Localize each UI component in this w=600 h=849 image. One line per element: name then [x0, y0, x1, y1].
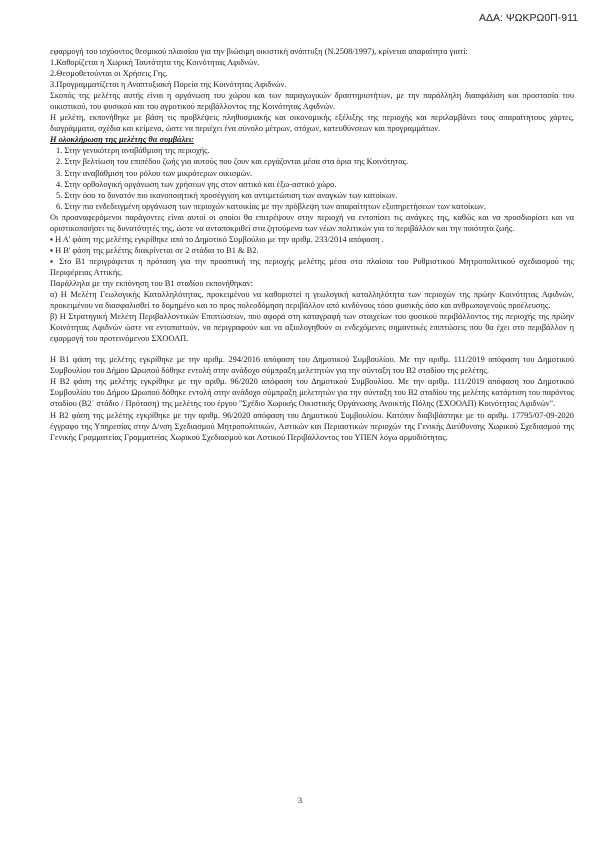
ada-code: ΑΔΑ: ΨΩΚΡΩ0Π-911	[479, 12, 578, 24]
document-body	[50, 46, 574, 443]
contribution-2: 2. Στην βελτίωση του επιπέδου ζωής για αυτούς που ζουν και εργάζονται μέσα στα όρια της Κοινότητας.	[56, 157, 409, 167]
contribution-3: 3. Στην αναβάθμιση του ρόλου των μικρότερων οικισμών.	[56, 168, 253, 178]
contribution-5: 5. Στην όσο το δυνατόν πιο ικανοποιητική προσέγγιση και αντιμετώπιση των αναγκών των κατοίκων.	[56, 190, 398, 200]
paragraph-b2-forwarding: Η Β2 φάση της μελέτης εγκρίθηκε με την αριθμ. 96/2020 απόφαση του Δημοτικού Συμβουλίου. Κατόπιν διαβιβάστηκε με το αριθμ. 17795/07-09-2020 έγγραφο της Υπηρεσίας στην Δ/νση Σχεδιασμού Μητροπολιτικών, Αστικών και Περιαστικών περιοχών της Γενικής Διεύθυνσης Χωρικού Σχεδιασμού της Γενικής Γραμματείας Γραμματείας Χωρικού Σχεδιασμού και Αστικού Περιβάλλοντος του ΥΠΕΝ λόγω αρμοδιότητας.	[50, 410, 574, 442]
paragraph-factors: Οι προαναφερόμενοι παράγοντες είναι αυτοί οι οποίοι θα επιτρέψουν στην περιοχή να εντοπίσει τις ανάγκες της, καθώς και να προσδιορίσει και να οριστικοποιήσει τις δυνατότητές της, ώστε να ανταποκριθεί στα ζητούμενα των νέων πολιτικών για το περιβάλλον και την ποιότητα ζωής.	[50, 212, 574, 233]
paragraph-environment: β) Η Στρατηγική Μελέτη Περιβαλλοντικών Επιπτώσεων, που αφορά στη καταγραφή των στοιχείων του φυσικού περιβάλλοντος της περιοχής της πρώην Κοινότητας Αφιδνών ώστε να εντοπιστούν, να περιγραφούν και να αξιολογηθούν οι ενδεχόμενες σημαντικές επιπτώσεις που θα έχει στο περιβάλλον η εφαρμογή του προτεινόμενου ΣΧΟΟΑΠ.	[50, 312, 574, 344]
paragraph-purpose: Σκοπός της μελέτης αυτής είναι η οργάνωση του χώρου και των παραγωγικών δραστηριοτήτων, με την παράλληλη διασφάλιση και προστασία του οικιστικού, του φυσικού και του αγροτικού περιβάλλοντος της Κοινότητας Αφιδνών.	[50, 91, 574, 112]
page-number: 3	[297, 796, 303, 805]
reason-3: 3.Προγραμματίζεται η Αναπτυξιακή Πορεία της Κοινότητας Αφιδνών.	[50, 80, 287, 90]
paragraph-b1-approval: Η Β1 φάση της μελέτης εγκρίθηκε με την αριθμ. 294/2016 απόφαση του Δημοτικού Συμβουλίου. Με την αριθμ. 111/2019 απόφαση του Δημοτικού Συμβουλίου του Δήμου Ωρωπού δόθηκε εντολή στην ανάδοχο σύμπραξη μελετητών για την σύνταξη του Β2 σταδίου της μελέτης.	[50, 355, 574, 376]
paragraph-b2-approval: Η Β2 φάση της μελέτης εγκρίθηκε με την αριθμ. 96/2020 απόφαση του Δημοτικού Συμβουλίου. Με την αριθμ. 111/2019 απόφαση του Δημοτικού Συμβουλίου του Δήμου Ωρωπού δόθηκε εντολή στην ανάδοχο σύμπραξη μελετητών για την σύνταξη του Β2 σταδίου της μελέτης κατάρτιση του παρόντος σταδίου (Β2΄ στάδιο / Πρόταση) της μελέτης του έργου "Σχέδιο Χωρικής Οικιστικής Οργάνωσης Ανοικτής Πόλης (ΣΧΟΟΑΠ) Κοινότητας Αφιδνών".	[50, 377, 574, 409]
paragraph-parallel: Παράλληλα με την εκπόνηση του Β1 σταδίου εκπονήθηκαν:	[50, 278, 253, 288]
bullet-stage-b1: ▪ Στο Β1 περιγράφεται η πρόταση για την προοπτική της περιοχής μελέτης μέσα στα πλαίσια του Ρυθμιστικού Μητροπολιτικού σχεδιασμού της Περιφέρειας Αττικής.	[50, 256, 574, 277]
bullet-phase-a: ▪ Η Α' φάση της μελέτης εγκρίθηκε από το Δημοτικό Συμβούλιο με την αριθμ. 233/2014 απόφαση .	[50, 234, 384, 244]
section-heading: Η ολοκλήρωση της μελέτης θα συμβάλει:	[50, 135, 194, 145]
contribution-4: 4. Στην ορθολογική οργάνωση των χρήσεων γης στον αστικό και έξω-αστικό χώρο.	[56, 179, 337, 189]
paragraph-intro: εφαρμογή του ισχύοντος θεσμικού πλαισίου για την βιώσιμη οικιστική ανάπτυξη (Ν.2508/1997), κρίνεται απαραίτητο γιατί:	[50, 47, 468, 56]
paragraph-study: Η μελέτη, εκπονήθηκε με βάση τις προβλέψεις πληθυσμιακής και οικονομικής εξέλιξης της περιοχής και περιλαμβάνει τους απαραίτητους χάρτες, διαγράμματα, σχέδια και κείμενα, ώστε να περιέχει ένα σύνολο μέτρων, στόχων, κατευθύνσεων και προγραμμάτων.	[50, 113, 574, 134]
spacer	[50, 344, 574, 354]
reason-2: 2.Θεσμοθετούνται οι Χρήσεις Γης.	[50, 69, 168, 79]
contribution-1: 1. Στην γενικότερη αναβάθμιση της περιοχής.	[56, 146, 210, 156]
contribution-6: 6. Στην πιο ενδεδειγμένη οργάνωση των περιοχών κατοικίας με την πρόβλεψη των απαραίτητων εξυπηρετήσεων των κατοίκων.	[56, 201, 486, 211]
paragraph-geology: α) Η Μελέτη Γεωλογικής Καταλληλότητας, προκειμένου να καθοριστεί η γεωλογική καταλληλότητα των περιοχών της πρώην Κοινότητας Αφιδνών, προκειμένου να διασφαλισθεί το δομημένο και το προς πολεοδόμηση περιβάλλον από κινδύνους τόσο φυσικής όσο και ανθρωπογενούς προέλευσης.	[50, 290, 574, 311]
reason-1: 1.Καθορίζεται η Χωρική Ταυτότητα της Κοινότητας Αφιδνών.	[50, 58, 260, 68]
bullet-phase-b: ▪ Η Β' φάση της μελέτης διακρίνεται σε 2 στάδια το Β1 & Β2.	[50, 245, 259, 255]
